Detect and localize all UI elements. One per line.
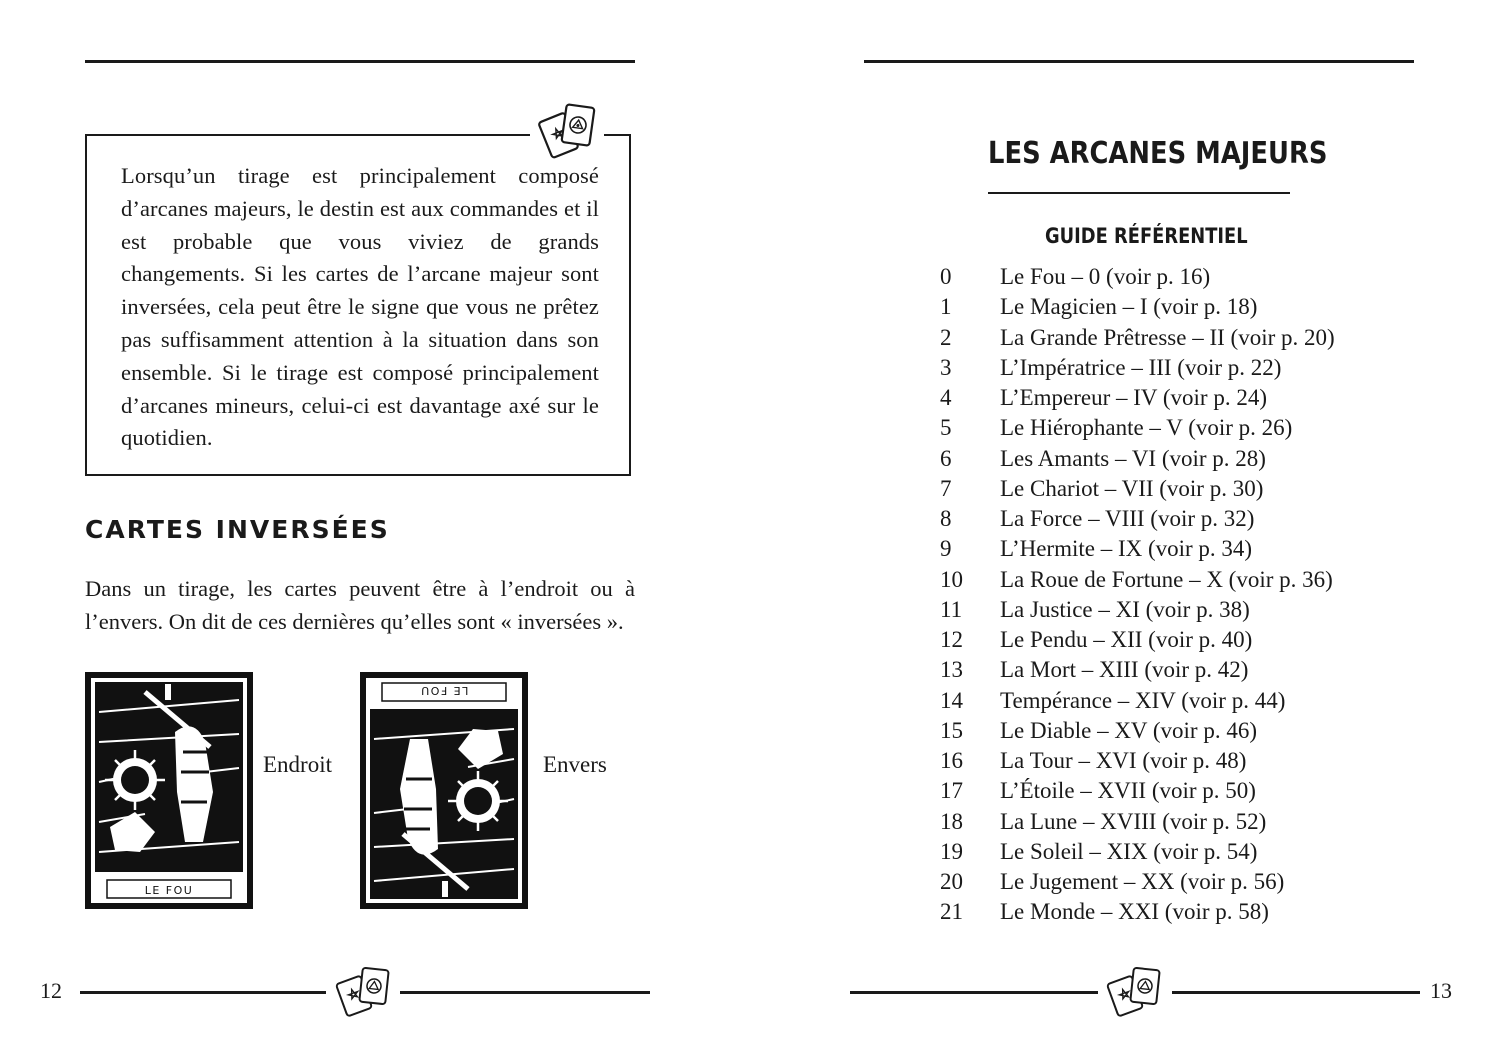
label-upright: Endroit	[263, 752, 332, 777]
footer-rule-right-a	[850, 991, 1098, 994]
top-rule-right	[864, 60, 1414, 63]
section-title: CARTES INVERSÉES	[85, 515, 390, 544]
page-title: LES ARCANES MAJEURS	[988, 136, 1328, 171]
list-item: 15 Le Diable – XV (voir p. 46)	[940, 717, 1257, 743]
list-item: 3 L’Impératrice – III (voir p. 22)	[940, 354, 1282, 380]
tarot-cards-icon	[530, 100, 604, 160]
fool-card-upright	[85, 672, 253, 909]
page-number-left: 12	[40, 978, 62, 1003]
list-item: 0 Le Fou – 0 (voir p. 16)	[940, 264, 1211, 289]
card-name-reversed: LE FOU	[419, 684, 469, 697]
list-item: 6 Les Amants – VI (voir p. 28)	[940, 445, 1266, 471]
list-item: 5 Le Hiérophante – V (voir p. 26)	[940, 415, 1293, 441]
list-item: 17 L’Étoile – XVII (voir p. 50)	[940, 778, 1256, 804]
list-item: 16 La Tour – XVI (voir p. 48)	[940, 748, 1247, 773]
list-item: 8 La Force – VIII (voir p. 32)	[940, 506, 1255, 531]
list-item: 1 Le Magicien – I (voir p. 18)	[940, 294, 1258, 320]
tarot-cards-icon	[1104, 965, 1168, 1021]
list-item: 12 Le Pendu – XII (voir p. 40)	[940, 627, 1253, 652]
list-item: 9 L’Hermite – IX (voir p. 34)	[940, 536, 1253, 562]
body-paragraph: Dans un tirage, les cartes peuvent être à l’endroit ou à l’envers. On dit de ces dernières qu’elles sont « inversées ».	[85, 576, 635, 634]
list-item: 7 Le Chariot – VII (voir p. 30)	[940, 475, 1264, 501]
tarot-cards-icon	[333, 965, 397, 1021]
footer-rule-right-b	[1172, 991, 1420, 994]
list-item: 4 L’Empereur – IV (voir p. 24)	[940, 385, 1267, 410]
list-item: 2 La Grande Prêtresse – II (voir p. 20)	[940, 324, 1335, 350]
list-item: 10 La Roue de Fortune – X (voir p. 36)	[940, 566, 1333, 592]
fool-card-reversed	[360, 672, 528, 909]
top-rule	[85, 60, 635, 63]
footer-rule-left-a	[80, 991, 326, 994]
list-item: 14 Tempérance – XIV (voir p. 44)	[940, 687, 1286, 713]
list-item: 18 La Lune – XVIII (voir p. 52)	[940, 808, 1267, 834]
subtitle: GUIDE RÉFÉRENTIEL	[1045, 224, 1248, 248]
title-underline	[988, 192, 1290, 194]
page-number-right: 13	[1430, 978, 1452, 1003]
list-item: 21 Le Monde – XXI (voir p. 58)	[940, 899, 1269, 925]
list-item: 19 Le Soleil – XIX (voir p. 54)	[940, 838, 1258, 864]
card-name-upright: LE FOU	[144, 884, 194, 897]
arcana-guide-list	[940, 262, 1335, 928]
footer-rule-left-b	[400, 991, 650, 994]
list-item: 20 Le Jugement – XX (voir p. 56)	[940, 869, 1285, 894]
list-item: 11 La Justice – XI (voir p. 38)	[940, 596, 1250, 622]
label-reversed: Envers	[543, 752, 607, 777]
list-item: 13 La Mort – XIII (voir p. 42)	[940, 657, 1249, 683]
notice-text: Lorsqu’un tirage est principalement composé d’arcanes majeurs, le destin est aux commandes et il est probable que vous viviez de grands changements. Si les cartes de l’arcane majeur sont inversées, cela peut être le signe que vous ne prêtez pas suffisamment attention à la situation dans son ensemble. Si le tirage est composé principalement d’arcanes mineurs, celui-ci est davantage axé sur le quotidien.	[121, 163, 599, 451]
